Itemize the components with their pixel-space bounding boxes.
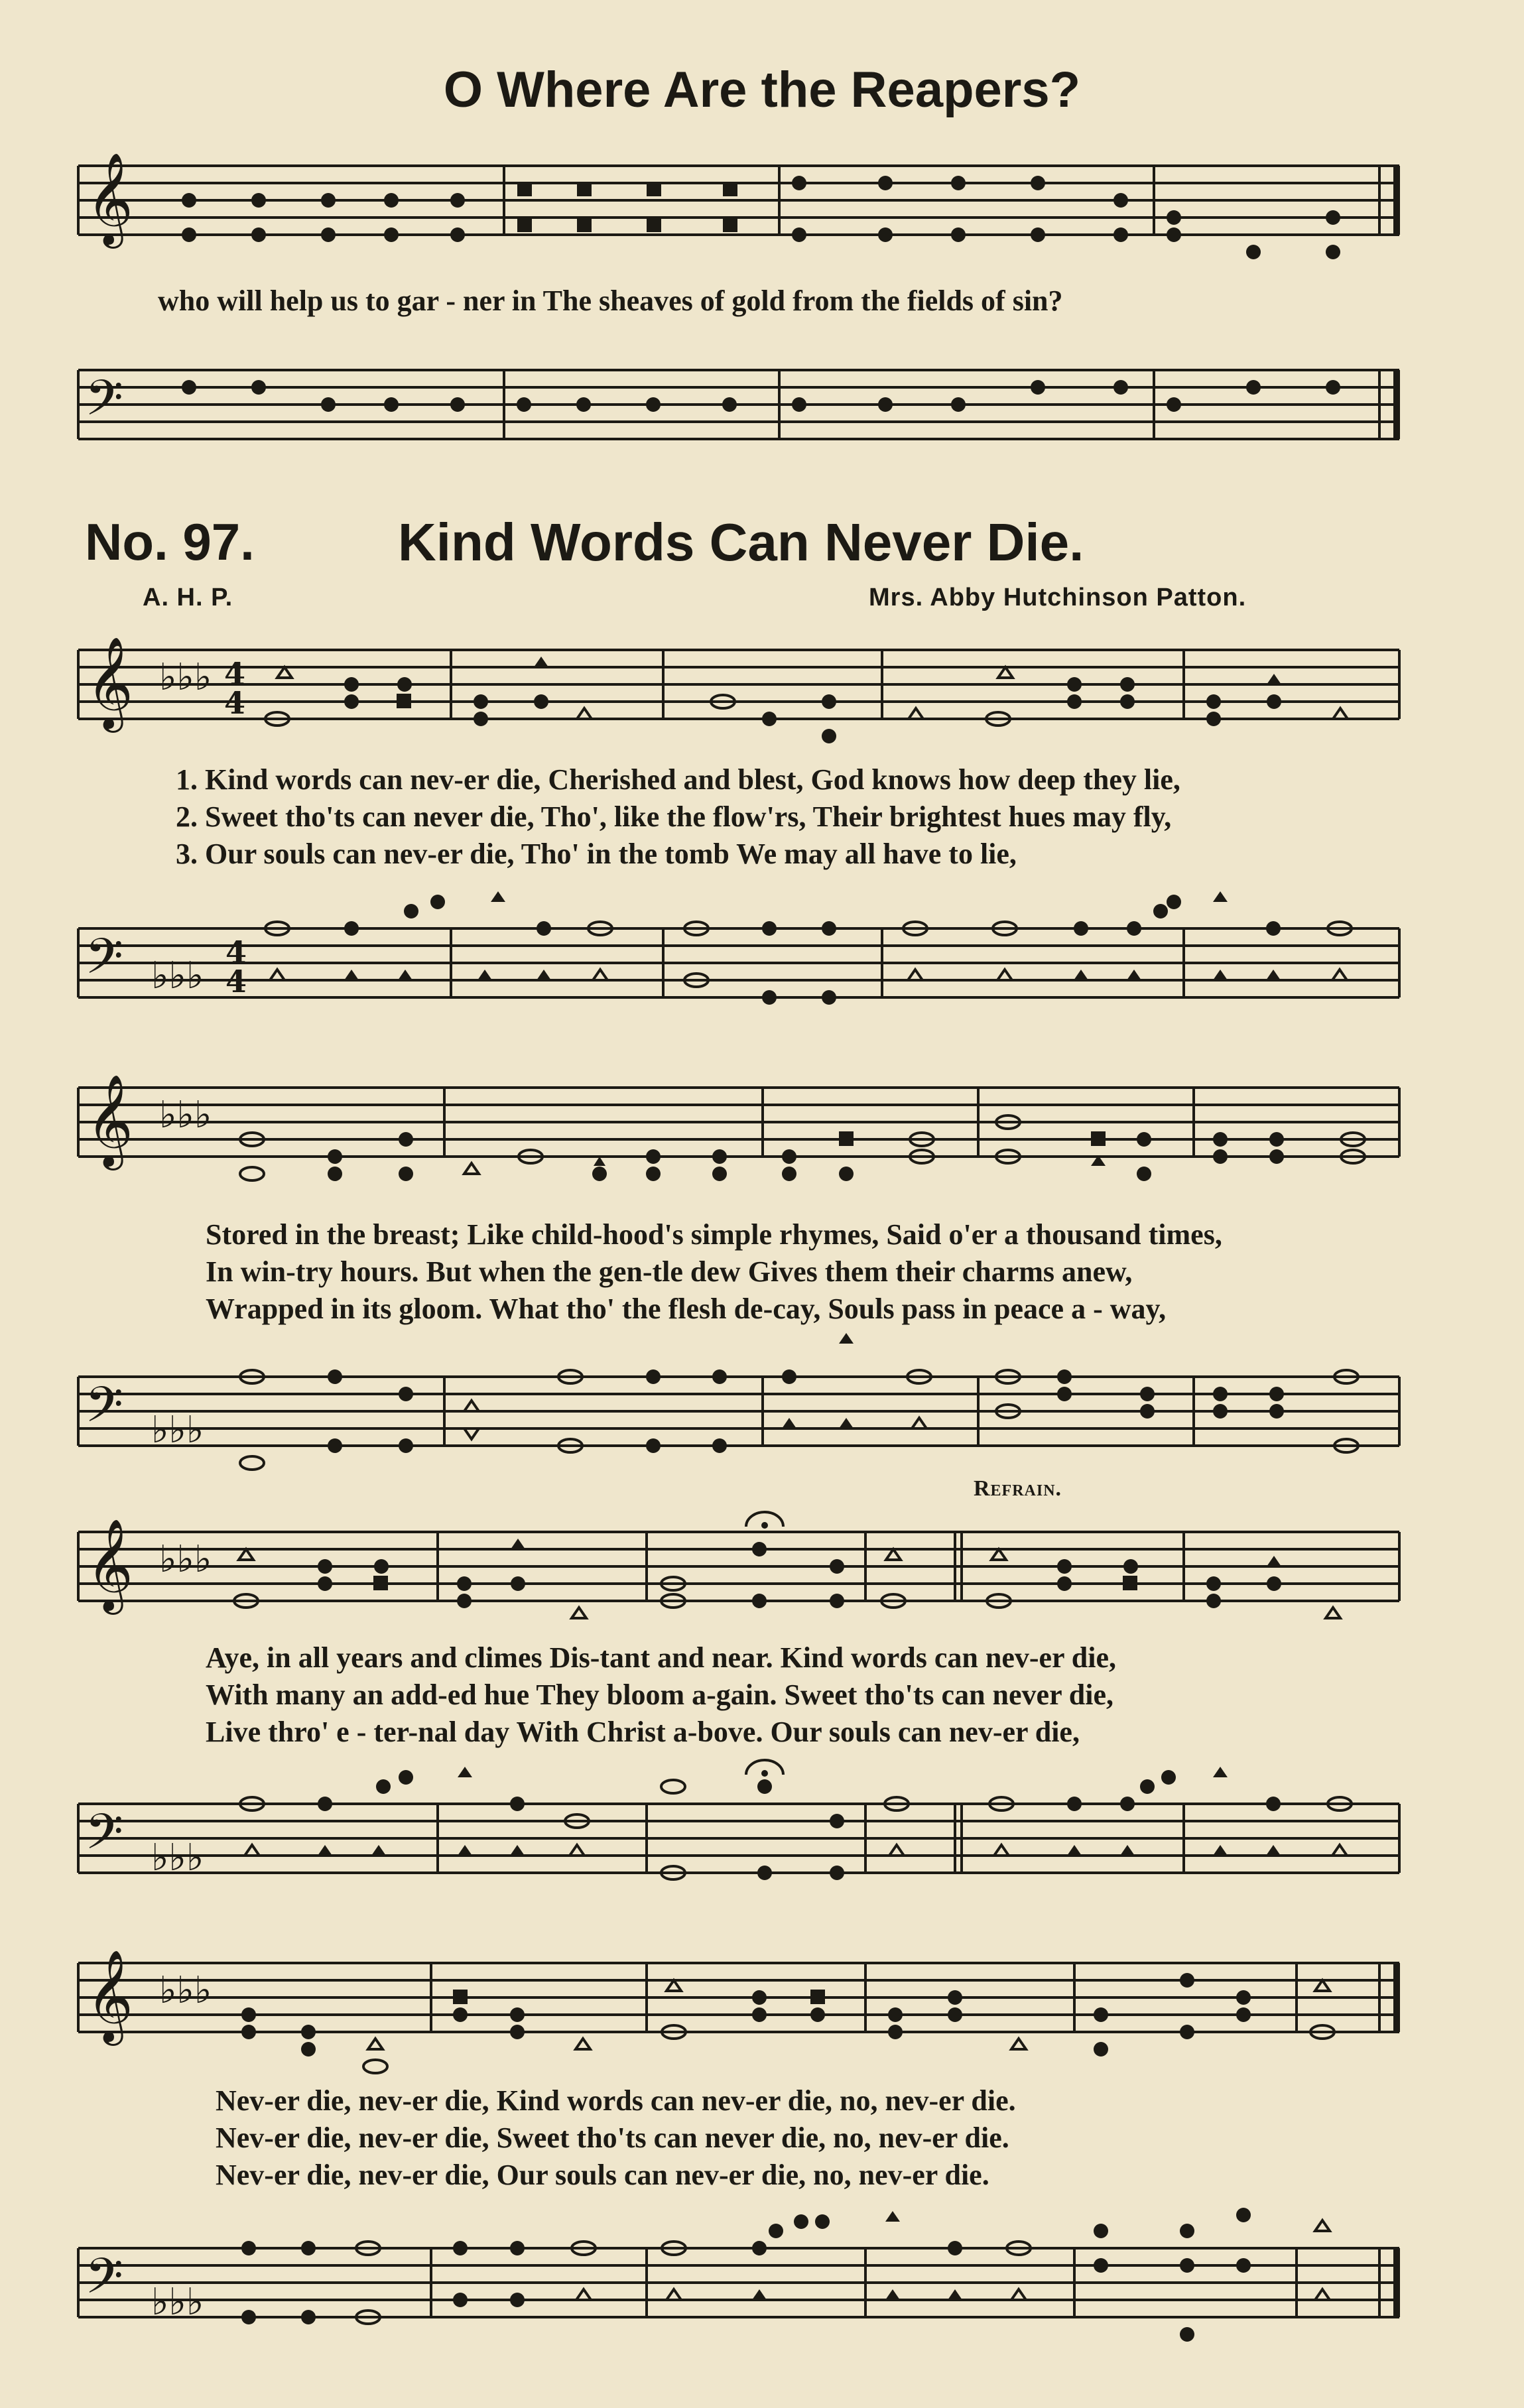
system-3-bass-staff	[0, 1751, 1524, 1910]
svg-text:4: 4	[224, 656, 246, 692]
svg-text:4: 4	[225, 964, 247, 999]
svg-text:4: 4	[224, 685, 246, 721]
system-4-verse-2: Nev-er die, nev-er die, Sweet tho'ts can never die, no, nev-er die.	[216, 2122, 1009, 2154]
system-3-verse-1: Aye, in all years and climes Dis-tant and near. Kind words can nev-er die,	[206, 1641, 1117, 1674]
svg-text:♭♭♭: ♭♭♭	[159, 1094, 212, 1137]
svg-text:𝄢: 𝄢	[85, 1803, 123, 1873]
svg-text:♭♭♭: ♭♭♭	[159, 1969, 212, 2012]
system-1-verse-2: 2. Sweet tho'ts can never die, Tho', like the flow'rs, Their brightest hues may fly,	[176, 800, 1172, 833]
system-2-verse-3: Wrapped in its gloom. What tho' the flesh de-cay, Souls pass in peace a - way,	[206, 1293, 1167, 1325]
svg-text:♭♭♭: ♭♭♭	[151, 1836, 204, 1879]
system-2-verse-1: Stored in the breast; Like child-hood's simple rhymes, Said o'er a thousand times,	[206, 1218, 1222, 1251]
svg-text:𝄞: 𝄞	[86, 153, 133, 245]
system-4-treble-staff	[0, 1936, 1524, 2076]
hymn-title: Kind Words Can Never Die.	[398, 513, 1084, 572]
system-2-treble-staff	[0, 1061, 1524, 1207]
svg-text:𝄢: 𝄢	[85, 1376, 123, 1446]
system-2-verse-2: In win-try hours. But when the gen-tle dew Gives them their charms anew,	[206, 1255, 1133, 1288]
system-2-bass-staff	[0, 1333, 1524, 1492]
svg-text:𝄞: 𝄞	[86, 1519, 133, 1611]
system-1-treble-staff	[0, 630, 1524, 743]
svg-text:4: 4	[225, 934, 247, 970]
composer-credit: A. H. P.	[143, 584, 233, 611]
svg-text:𝄞: 𝄞	[86, 1950, 133, 2042]
svg-text:𝄞: 𝄞	[86, 637, 133, 729]
svg-text:𝄢: 𝄢	[85, 369, 123, 439]
system-4-verse-3: Nev-er die, nev-er die, Our souls can nev-er die, no, nev-er die.	[216, 2159, 989, 2191]
system-4-bass-staff	[0, 2195, 1524, 2394]
system-3-verse-3: Live thro' e - ter-nal day With Christ a-bove. Our souls can nev-er die,	[206, 1716, 1080, 1748]
svg-text:𝄢: 𝄢	[85, 2248, 123, 2317]
system-3-verse-2: With many an add-ed hue They bloom a-gain. Sweet tho'ts can never die,	[206, 1679, 1114, 1711]
system-3-treble-staff	[0, 1505, 1524, 1645]
prev-hymn-lyric: who will help us to gar - ner in The sheaves of gold from the fields of sin?	[158, 285, 1063, 317]
svg-text:♭♭♭: ♭♭♭	[151, 954, 204, 997]
hymn-number: No. 97.	[85, 513, 255, 571]
svg-text:♭♭♭: ♭♭♭	[151, 2281, 204, 2324]
system-1-verse-3: 3. Our souls can nev-er die, Tho' in the tomb We may all have to lie,	[176, 838, 1017, 870]
prev-bass-staff	[0, 338, 1524, 464]
author-credit: Mrs. Abby Hutchinson Patton.	[869, 584, 1247, 611]
svg-text:𝄢: 𝄢	[85, 928, 123, 997]
svg-text:♭♭♭: ♭♭♭	[151, 1409, 204, 1452]
system-1-verse-1: 1. Kind words can nev-er die, Cherished and blest, God knows how deep they lie,	[176, 763, 1180, 796]
svg-text:♭♭♭: ♭♭♭	[159, 1538, 212, 1581]
prev-treble-staff	[0, 139, 1524, 259]
svg-text:𝄞: 𝄞	[86, 1074, 133, 1167]
svg-text:♭♭♭: ♭♭♭	[159, 656, 212, 699]
system-4-verse-1: Nev-er die, nev-er die, Kind words can nev-er die, no, nev-er die.	[216, 2084, 1016, 2117]
system-1-bass-staff	[0, 882, 1524, 1008]
refrain-label: Refrain.	[974, 1476, 1062, 1501]
prev-hymn-title: O Where Are the Reapers?	[443, 62, 1081, 118]
